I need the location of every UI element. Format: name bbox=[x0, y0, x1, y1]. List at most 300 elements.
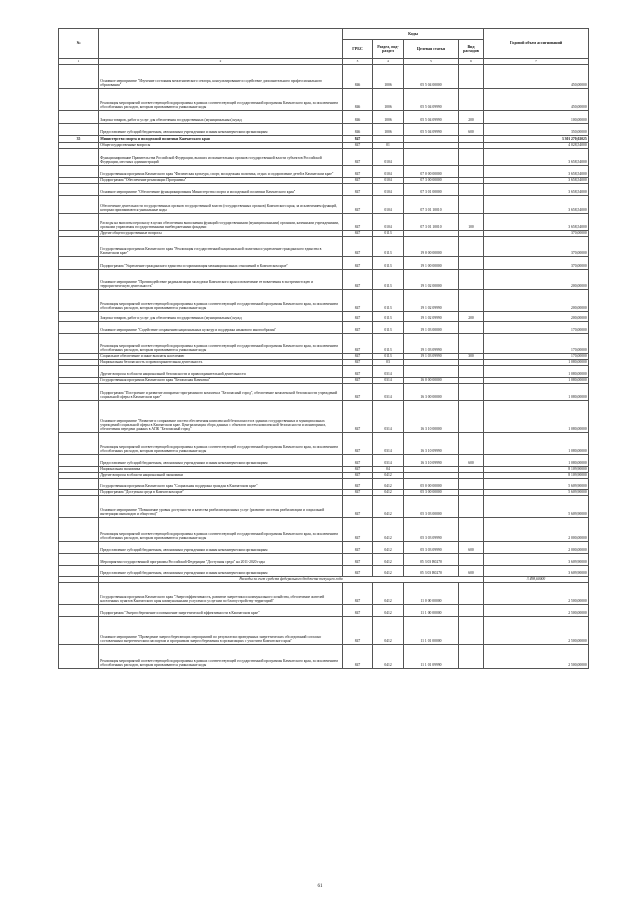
cell-number bbox=[59, 479, 99, 490]
cell-name: Государственная программа Камчатского края "Безопасная Камчатка" bbox=[99, 378, 343, 384]
cell-sum: 3 658,54000 bbox=[484, 196, 589, 214]
cell-grbs: 847 bbox=[343, 270, 373, 290]
cell-grbs: 847 bbox=[343, 467, 373, 473]
cell-target-article bbox=[404, 136, 459, 143]
cell-name: Реализация мероприятий соответствующей подпрограммы в рамках соответствующей государственной программы Камчатского края, за исключением обособленных расходов, которым присваиваются уникальные коды bbox=[99, 518, 343, 542]
cell-expense-type bbox=[459, 604, 484, 616]
cell-grbs: 846 bbox=[343, 111, 373, 124]
cell-number bbox=[59, 542, 99, 554]
table-row bbox=[59, 312, 589, 322]
cell-name: Предоставление субсидий бюджетным, автономным учреждениям и иным некоммерческим организациям bbox=[99, 542, 343, 554]
cell-sum: 200,00000 bbox=[484, 312, 589, 322]
cell-number bbox=[59, 166, 99, 178]
cell-grbs: 847 bbox=[343, 644, 373, 668]
cell-razdel: 03 bbox=[373, 360, 404, 366]
cell-sum: 170,00000 bbox=[484, 322, 589, 334]
cell-name: Обеспечение деятельности государственных органов государственной власти (государственных органов) Камчатского края, за исключением функций, которым присваиваются уникальные коды bbox=[99, 196, 343, 214]
cell-grbs: 847 bbox=[343, 334, 373, 354]
cell-expense-type bbox=[459, 196, 484, 214]
cell-grbs: 847 bbox=[343, 149, 373, 166]
cell-razdel: 0113 bbox=[373, 231, 404, 237]
cell-sum: 1 080,00000 bbox=[484, 433, 589, 455]
column-number: 2 bbox=[99, 59, 343, 65]
cell-number bbox=[59, 366, 99, 378]
table-row bbox=[59, 455, 589, 467]
cell-razdel: 0412 bbox=[373, 473, 404, 479]
cell-expense-type bbox=[459, 401, 484, 433]
cell-razdel: 04 bbox=[373, 467, 404, 473]
column-number: 5 bbox=[404, 59, 459, 65]
column-number: 6 bbox=[459, 59, 484, 65]
header-grbs: ГРБС bbox=[343, 39, 373, 59]
cell-expense-type: 200 bbox=[459, 111, 484, 124]
cell-grbs: 847 bbox=[343, 231, 373, 237]
cell-sum: 1 080,00000 bbox=[484, 401, 589, 433]
cell-razdel: 0412 bbox=[373, 496, 404, 518]
cell-expense-type bbox=[459, 582, 484, 604]
cell-target-article: 11 0 00 00000 bbox=[404, 582, 459, 604]
header-razdel: Раздел, под-раздел bbox=[373, 39, 404, 59]
cell-expense-type: 300 bbox=[459, 354, 484, 360]
cell-sum: 3 658,54000 bbox=[484, 178, 589, 184]
cell-target-article: 05 3 00 00000 bbox=[404, 490, 459, 496]
cell-razdel: 0314 bbox=[373, 401, 404, 433]
cell-razdel: 0104 bbox=[373, 184, 404, 196]
table-header-row-1 bbox=[59, 29, 589, 40]
cell-name: Закупка товаров, работ и услуг для обеспечения государственных (муниципальных) нужд bbox=[99, 312, 343, 322]
cell-sum: 8 109,90000 bbox=[484, 467, 589, 473]
table-row bbox=[59, 334, 589, 354]
table-row bbox=[59, 542, 589, 554]
cell-expense-type bbox=[459, 136, 484, 143]
cell-expense-type: 600 bbox=[459, 124, 484, 136]
cell-number bbox=[59, 149, 99, 166]
cell-number bbox=[59, 334, 99, 354]
table-row bbox=[59, 196, 589, 214]
table-body bbox=[59, 65, 589, 669]
cell-target-article: 16 0 00 00000 bbox=[404, 378, 459, 384]
cell-razdel: 0113 bbox=[373, 312, 404, 322]
cell-sum: 2 500,00000 bbox=[484, 604, 589, 616]
table-row bbox=[59, 616, 589, 644]
cell-name: Предоставление субсидий бюджетным, автономным учреждениям и иным некоммерческим организациям bbox=[99, 124, 343, 136]
cell-expense-type bbox=[459, 149, 484, 166]
cell-razdel: 0314 bbox=[373, 366, 404, 378]
cell-grbs: 847 bbox=[343, 496, 373, 518]
cell-sum: 4 028,54000 bbox=[484, 143, 589, 149]
column-number: 7 bbox=[484, 59, 589, 65]
cell-grbs: 847 bbox=[343, 604, 373, 616]
cell-number bbox=[59, 111, 99, 124]
cell-target-article: 19 1 03 09990 bbox=[404, 354, 459, 360]
cell-number bbox=[59, 518, 99, 542]
cell-number bbox=[59, 312, 99, 322]
cell-name: Предоставление субсидий бюджетным, автономным учреждениям и иным некоммерческим организациям bbox=[99, 455, 343, 467]
cell-name: Национальная экономика bbox=[99, 467, 343, 473]
cell-name: Основное мероприятие "Проведение энергосберегающих мероприятий по результатам проведенных энергетических обследований согласно составленным энергетическим паспортам и программам энергосбережения в организациях с участием Камчатского края" bbox=[99, 616, 343, 644]
header-expense-type: Вид расходов bbox=[459, 39, 484, 59]
column-number: 3 bbox=[343, 59, 373, 65]
cell-number bbox=[59, 65, 99, 89]
cell-grbs: 846 bbox=[343, 89, 373, 111]
cell-target-article: 05 3 03 09990 bbox=[404, 518, 459, 542]
cell-razdel: 0412 bbox=[373, 490, 404, 496]
cell-name: Реализация мероприятий соответствующей подпрограммы в рамках соответствующей государственной программы Камчатского края, за исключением обособленных расходов, которым присваиваются уникальные коды bbox=[99, 89, 343, 111]
cell-expense-type bbox=[459, 334, 484, 354]
cell-grbs: 847 bbox=[343, 616, 373, 644]
cell-target-article bbox=[404, 149, 459, 166]
table-row bbox=[59, 184, 589, 196]
cell-target-article: 05 3 03 09990 bbox=[404, 542, 459, 554]
header-no: № bbox=[59, 29, 99, 59]
cell-target-article: 16 3 00 00000 bbox=[404, 384, 459, 401]
cell-expense-type: 200 bbox=[459, 312, 484, 322]
cell-target-article: 05 5 04 09990 bbox=[404, 89, 459, 111]
cell-sum: 450,00000 bbox=[484, 65, 589, 89]
cell-name: Реализация мероприятий соответствующей подпрограммы в рамках соответствующей государственной программы Камчатского края, за исключением обособленных расходов, которым присваиваются уникальные коды bbox=[99, 433, 343, 455]
table-row bbox=[59, 124, 589, 136]
cell-name: Подпрограмма "Энергосбережение и повышение энергетической эффективности в Камчатском крае" bbox=[99, 604, 343, 616]
cell-sum: 3 658,54000 bbox=[484, 149, 589, 166]
cell-name: Социальное обеспечение и иные выплаты населению bbox=[99, 354, 343, 360]
cell-sum: 3 658,54000 bbox=[484, 184, 589, 196]
cell-razdel: 0113 bbox=[373, 334, 404, 354]
cell-name: Государственная программа Камчатского края "Физическая культура, спорт, молодежная политика, отдых и оздоровление детей в Камчатском крае" bbox=[99, 166, 343, 178]
cell-razdel: 0412 bbox=[373, 518, 404, 542]
cell-sum: 200,00000 bbox=[484, 290, 589, 312]
cell-name: Государственная программа Камчатского края "Энергоэффективность, развитие энергетики и коммунального хозяйства, обеспечение жителей населенных пунктов Камчатского края коммунальными услугами и услугами по благоустройству территорий" bbox=[99, 582, 343, 604]
cell-number bbox=[59, 384, 99, 401]
table-row bbox=[59, 384, 589, 401]
header-annual-sum: Годовой объем ассигнований bbox=[484, 29, 589, 59]
cell-razdel: 0113 bbox=[373, 257, 404, 270]
cell-target-article: 16 3 10 09990 bbox=[404, 433, 459, 455]
cell-target-article: 16 3 10 00000 bbox=[404, 401, 459, 433]
cell-razdel: 1006 bbox=[373, 89, 404, 111]
cell-number: 35 bbox=[59, 136, 99, 143]
cell-grbs: 847 bbox=[343, 433, 373, 455]
cell-name: Государственная программа Камчатского края "Реализация государственной национальной политики и укрепление гражданского единства в Камчатском крае" bbox=[99, 237, 343, 257]
cell-grbs: 847 bbox=[343, 143, 373, 149]
table-row bbox=[59, 322, 589, 334]
cell-number bbox=[59, 124, 99, 136]
cell-razdel: 0113 bbox=[373, 270, 404, 290]
cell-expense-type bbox=[459, 433, 484, 455]
table-row bbox=[59, 644, 589, 668]
cell-number bbox=[59, 322, 99, 334]
table-row bbox=[59, 149, 589, 166]
cell-name: Общегосударственные вопросы bbox=[99, 143, 343, 149]
cell-target-article: 11 1 01 09990 bbox=[404, 644, 459, 668]
cell-expense-type bbox=[459, 384, 484, 401]
cell-razdel: 0412 bbox=[373, 566, 404, 577]
cell-expense-type bbox=[459, 322, 484, 334]
cell-grbs: 847 bbox=[343, 184, 373, 196]
cell-grbs: 847 bbox=[343, 237, 373, 257]
cell-number bbox=[59, 433, 99, 455]
cell-name: Государственная программа Камчатского края "Социальная поддержка граждан в Камчатском крае" bbox=[99, 479, 343, 490]
table-row bbox=[59, 566, 589, 577]
cell-number bbox=[59, 196, 99, 214]
cell-sum: 170,00000 bbox=[484, 354, 589, 360]
cell-target-article: 05 5 04 09990 bbox=[404, 111, 459, 124]
cell-sum: 1 080,00000 bbox=[484, 366, 589, 378]
table-row bbox=[59, 518, 589, 542]
cell-sum: 5 609,90000 bbox=[484, 479, 589, 490]
cell-expense-type bbox=[459, 166, 484, 178]
table-row bbox=[59, 270, 589, 290]
cell-number bbox=[59, 554, 99, 566]
budget-allocation-table bbox=[58, 28, 589, 669]
cell-grbs: 847 bbox=[343, 360, 373, 366]
cell-name: Другие вопросы в области национальной безопасности и правоохранительной деятельности bbox=[99, 366, 343, 378]
cell-sum: 3 609,90000 bbox=[484, 554, 589, 566]
cell-number bbox=[59, 604, 99, 616]
cell-expense-type: 600 bbox=[459, 566, 484, 577]
cell-sum: 3 658,54000 bbox=[484, 166, 589, 178]
cell-grbs: 847 bbox=[343, 384, 373, 401]
cell-expense-type bbox=[459, 554, 484, 566]
cell-sum: 3 609,90000 bbox=[484, 566, 589, 577]
table-row bbox=[59, 554, 589, 566]
table-row bbox=[59, 366, 589, 378]
cell-name: Закупка товаров, работ и услуг для обеспечения государственных (муниципальных) нужд bbox=[99, 111, 343, 124]
cell-expense-type bbox=[459, 616, 484, 644]
cell-grbs: 847 bbox=[343, 214, 373, 231]
cell-target-article: 11 1 01 00000 bbox=[404, 616, 459, 644]
cell-expense-type: 600 bbox=[459, 542, 484, 554]
cell-expense-type bbox=[459, 479, 484, 490]
cell-grbs: 847 bbox=[343, 312, 373, 322]
cell-number bbox=[59, 566, 99, 577]
cell-razdel: 0314 bbox=[373, 455, 404, 467]
cell-sum: 5 609,90000 bbox=[484, 496, 589, 518]
cell-expense-type bbox=[459, 184, 484, 196]
cell-sum: 2 500,00000 bbox=[484, 616, 589, 644]
column-number: 4 bbox=[373, 59, 404, 65]
table-row bbox=[59, 166, 589, 178]
cell-razdel: 1006 bbox=[373, 124, 404, 136]
cell-name: Расходы на выплаты персоналу в целях обеспечения выполнения функций государственными (муниципальными) органами, казенными учреждениями, органами управления государственными внебюджетными фондами bbox=[99, 214, 343, 231]
column-number: 1 bbox=[59, 59, 99, 65]
table-row bbox=[59, 433, 589, 455]
table-row bbox=[59, 65, 589, 89]
cell-number bbox=[59, 89, 99, 111]
cell-grbs: 846 bbox=[343, 65, 373, 89]
cell-grbs: 847 bbox=[343, 257, 373, 270]
table-row bbox=[59, 582, 589, 604]
table-row bbox=[59, 479, 589, 490]
cell-expense-type bbox=[459, 290, 484, 312]
cell-number bbox=[59, 401, 99, 433]
cell-grbs: 847 bbox=[343, 401, 373, 433]
cell-number bbox=[59, 644, 99, 668]
cell-grbs: 847 bbox=[343, 196, 373, 214]
cell-grbs: 847 bbox=[343, 322, 373, 334]
cell-expense-type bbox=[459, 518, 484, 542]
cell-name: Основное мероприятие "Противодействие радикализации молодежи Камчатского края и вовлечение ее вовлечения в экстремистскую и террористическую деятельность" bbox=[99, 270, 343, 290]
cell-sum: 1 080,00000 bbox=[484, 360, 589, 366]
cell-sum: 370,00000 bbox=[484, 257, 589, 270]
cell-razdel: 0104 bbox=[373, 149, 404, 166]
cell-razdel: 0314 bbox=[373, 384, 404, 401]
cell-sum: 370,00000 bbox=[484, 231, 589, 237]
cell-target-article: 05 5 04 00000 bbox=[404, 65, 459, 89]
cell-target-article: 19 1 02 09990 bbox=[404, 312, 459, 322]
table-row bbox=[59, 214, 589, 231]
cell-sum: 100,00000 bbox=[484, 111, 589, 124]
cell-name: Подпрограмма "Построение и развитие аппаратно-программного комплекса "Безопасный город", обеспечение комплексной безопасности учреждений социальной сферы в Камчатском крае" bbox=[99, 384, 343, 401]
cell-expense-type: 600 bbox=[459, 455, 484, 467]
cell-razdel: 1006 bbox=[373, 111, 404, 124]
cell-target-article: 19 0 00 00000 bbox=[404, 237, 459, 257]
cell-grbs: 846 bbox=[343, 124, 373, 136]
cell-sum: 8 109,90000 bbox=[484, 473, 589, 479]
table-row bbox=[59, 290, 589, 312]
cell-razdel: 1006 bbox=[373, 65, 404, 89]
cell-grbs: 847 bbox=[343, 455, 373, 467]
cell-target-article: 07 0 00 00000 bbox=[404, 166, 459, 178]
cell-sum: 1 080,00000 bbox=[484, 455, 589, 467]
cell-razdel: 0412 bbox=[373, 644, 404, 668]
cell-razdel: 0113 bbox=[373, 322, 404, 334]
cell-sum: 1 080,00000 bbox=[484, 378, 589, 384]
cell-grbs: 847 bbox=[343, 479, 373, 490]
table-row bbox=[59, 136, 589, 143]
cell-sum: 2 500,00000 bbox=[484, 582, 589, 604]
cell-razdel: 0104 bbox=[373, 196, 404, 214]
cell-target-article: 05 5 04 09990 bbox=[404, 124, 459, 136]
cell-expense-type bbox=[459, 366, 484, 378]
cell-sum: 5 609,90000 bbox=[484, 490, 589, 496]
cell-razdel: 0113 bbox=[373, 237, 404, 257]
cell-name: Реализация мероприятий соответствующей подпрограммы в рамках соответствующей государственной программы Камчатского края, за исключением обособленных расходов, которым присваиваются уникальные коды bbox=[99, 644, 343, 668]
cell-razdel: 0104 bbox=[373, 178, 404, 184]
cell-number bbox=[59, 237, 99, 257]
cell-grbs: 847 bbox=[343, 542, 373, 554]
cell-grbs: 847 bbox=[343, 178, 373, 184]
cell-target-article: 05 0 00 00000 bbox=[404, 479, 459, 490]
cell-expense-type bbox=[459, 65, 484, 89]
cell-razdel: 0314 bbox=[373, 378, 404, 384]
cell-name: Функционирование Правительства Российской Федерации, высших исполнительных органов государственной власти субъектов Российской Федерации, местных администраций bbox=[99, 149, 343, 166]
table-row bbox=[59, 496, 589, 518]
cell-sum: 200,00000 bbox=[484, 270, 589, 290]
cell-grbs: 847 bbox=[343, 290, 373, 312]
cell-grbs: 847 bbox=[343, 136, 373, 143]
cell-razdel: 0314 bbox=[373, 433, 404, 455]
cell-razdel: 0104 bbox=[373, 166, 404, 178]
cell-target-article: 11 1 00 00000 bbox=[404, 604, 459, 616]
table-row bbox=[59, 604, 589, 616]
cell-razdel: 01 bbox=[373, 143, 404, 149]
cell-number bbox=[59, 582, 99, 604]
table-row bbox=[59, 257, 589, 270]
table-row bbox=[59, 237, 589, 257]
cell-sum: 2 500,00000 bbox=[484, 644, 589, 668]
table-row bbox=[59, 89, 589, 111]
cell-target-article: 16 3 10 09990 bbox=[404, 455, 459, 467]
cell-name: Реализация мероприятий соответствующей подпрограммы в рамках соответствующей государственной программы Камчатского края, за исключением обособленных расходов, которым присваиваются уникальные коды bbox=[99, 290, 343, 312]
cell-grbs: 847 bbox=[343, 566, 373, 577]
cell-target-article: 07 3 00 00000 bbox=[404, 178, 459, 184]
cell-number bbox=[59, 214, 99, 231]
cell-expense-type bbox=[459, 89, 484, 111]
cell-number bbox=[59, 290, 99, 312]
cell-number bbox=[59, 184, 99, 196]
cell-sum: 1 080,00000 bbox=[484, 384, 589, 401]
cell-sum: 370,00000 bbox=[484, 237, 589, 257]
table-row bbox=[59, 111, 589, 124]
cell-razdel bbox=[373, 136, 404, 143]
cell-razdel: 0113 bbox=[373, 290, 404, 312]
cell-target-article: 07 3 01 00000 bbox=[404, 184, 459, 196]
cell-sum: 350,00000 bbox=[484, 124, 589, 136]
cell-expense-type bbox=[459, 257, 484, 270]
cell-name: Основное мероприятие "Обеспечение функционирования Министерства спорта и молодежной политики Камчатского края" bbox=[99, 184, 343, 196]
cell-target-article: 19 1 02 00000 bbox=[404, 270, 459, 290]
cell-grbs: 847 bbox=[343, 473, 373, 479]
cell-grbs: 847 bbox=[343, 378, 373, 384]
cell-razdel: 0412 bbox=[373, 616, 404, 644]
cell-sum: 450,00000 bbox=[484, 89, 589, 111]
cell-expense-type bbox=[459, 270, 484, 290]
budget-table-sheet bbox=[58, 28, 588, 669]
cell-grbs: 847 bbox=[343, 554, 373, 566]
cell-expense-type bbox=[459, 237, 484, 257]
cell-target-article: 07 3 01 10010 bbox=[404, 214, 459, 231]
cell-number bbox=[59, 257, 99, 270]
cell-razdel: 0113 bbox=[373, 354, 404, 360]
cell-name: Национальная безопасность и правоохранительная деятельность bbox=[99, 360, 343, 366]
cell-razdel: 0412 bbox=[373, 554, 404, 566]
cell-target-article: 07 3 01 10010 bbox=[404, 196, 459, 214]
cell-name: Другие вопросы в области национальной экономики bbox=[99, 473, 343, 479]
cell-expense-type: 100 bbox=[459, 214, 484, 231]
cell-name: Другие общегосударственные вопросы bbox=[99, 231, 343, 237]
cell-target-article: 19 1 03 00000 bbox=[404, 322, 459, 334]
cell-number bbox=[59, 616, 99, 644]
cell-number bbox=[59, 270, 99, 290]
cell-razdel: 0412 bbox=[373, 582, 404, 604]
cell-number bbox=[59, 455, 99, 467]
cell-name: Предоставление субсидий бюджетным, автономным учреждениям и иным некоммерческим организациям bbox=[99, 566, 343, 577]
cell-target-article: 19 1 02 09990 bbox=[404, 290, 459, 312]
cell-razdel: 0412 bbox=[373, 542, 404, 554]
cell-razdel: 0104 bbox=[373, 214, 404, 231]
cell-razdel: 0412 bbox=[373, 479, 404, 490]
cell-sum: 3 498,60000 bbox=[484, 577, 589, 583]
cell-name: Подпрограмма "Доступная среда в Камчатском крае" bbox=[99, 490, 343, 496]
cell-target-article: 19 1 03 09990 bbox=[404, 334, 459, 354]
cell-target-article: 05 3 03 R0270 bbox=[404, 566, 459, 577]
cell-target-article: 19 1 00 00000 bbox=[404, 257, 459, 270]
cell-name: Основное мероприятие "Изучение состояния межэтнического сектора, консультирование и содействие дополнительного профессионального образования" bbox=[99, 65, 343, 89]
header-name bbox=[99, 29, 343, 59]
cell-grbs: 847 bbox=[343, 582, 373, 604]
cell-grbs: 847 bbox=[343, 166, 373, 178]
cell-grbs: 847 bbox=[343, 354, 373, 360]
cell-sum: 170,00000 bbox=[484, 334, 589, 354]
header-codes: Коды bbox=[343, 29, 484, 40]
cell-name: Расходы за счет средств федерального бюджета текущего года bbox=[99, 577, 484, 583]
cell-name: Подпрограмма "Обеспечение реализации Программы" bbox=[99, 178, 343, 184]
cell-sum: 2 000,00000 bbox=[484, 542, 589, 554]
cell-grbs: 847 bbox=[343, 366, 373, 378]
cell-razdel: 0412 bbox=[373, 604, 404, 616]
table-row bbox=[59, 401, 589, 433]
cell-target-article: 05 3 03 00000 bbox=[404, 496, 459, 518]
